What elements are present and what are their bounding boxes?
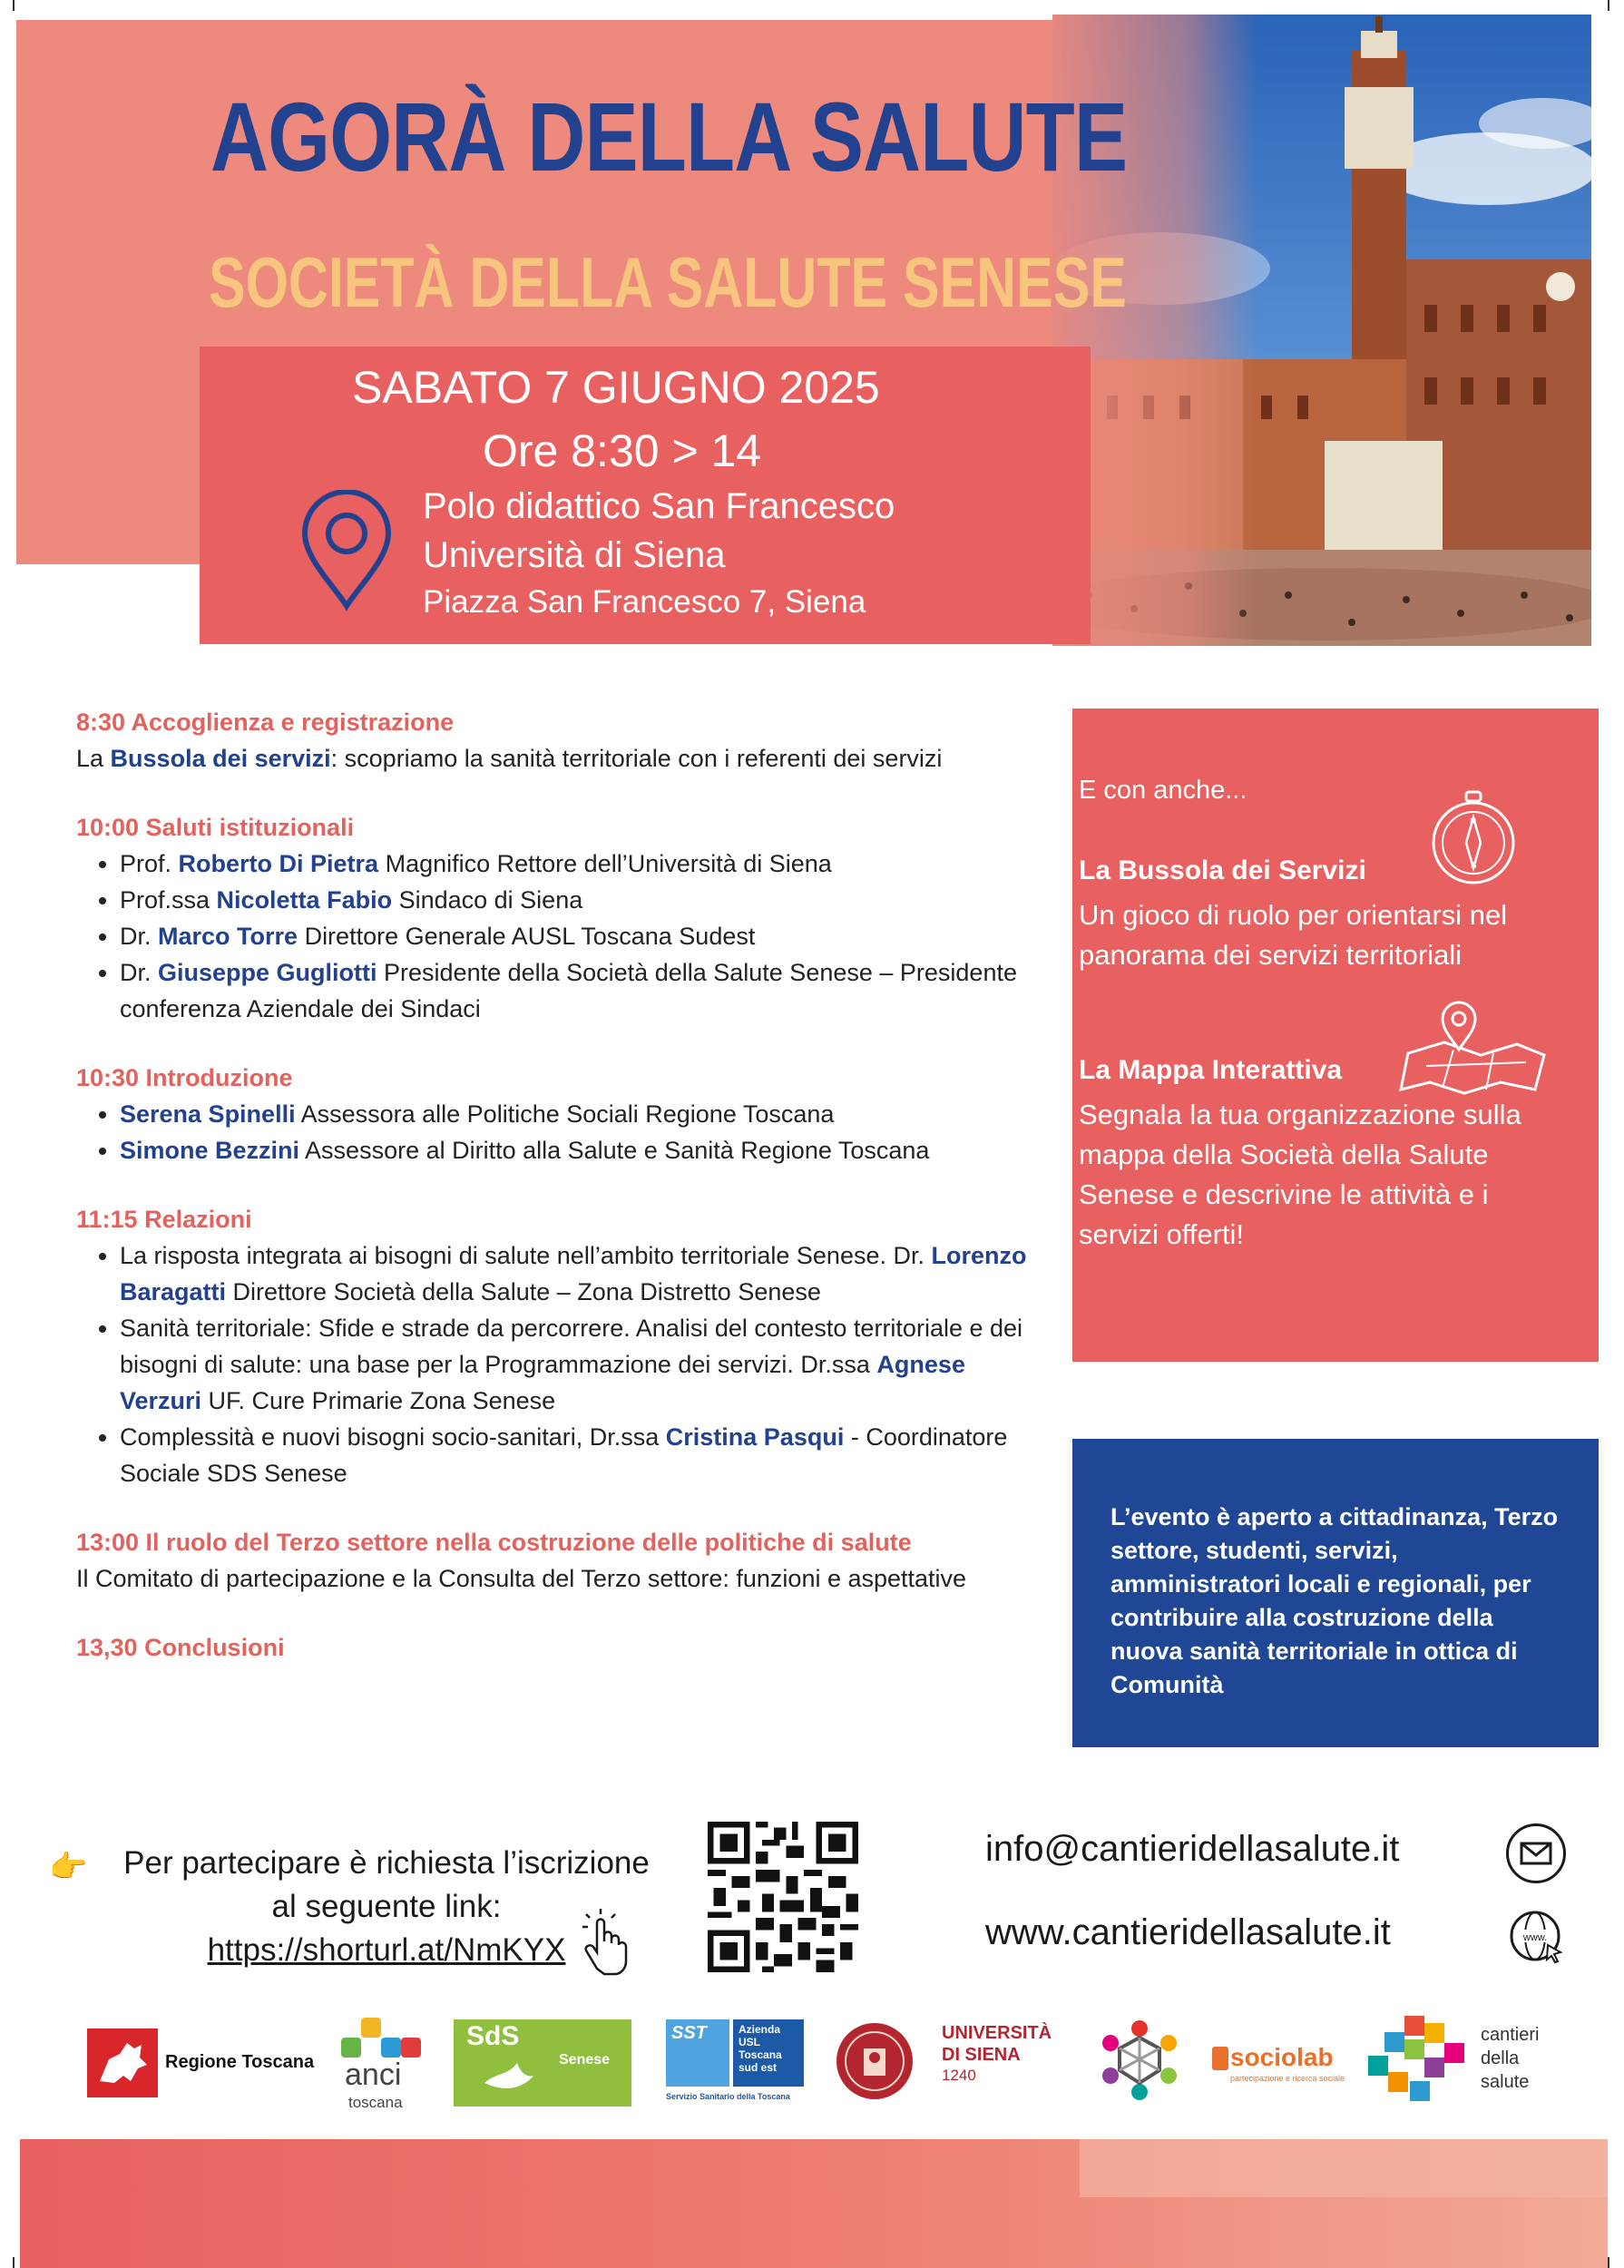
bussola-title: La Bussola dei Servizi: [1079, 855, 1366, 885]
sociolab-name: sociolab: [1230, 2043, 1334, 2071]
speaker-name: Simone Bezzini: [120, 1137, 300, 1164]
speaker-name: Nicoletta Fabio: [216, 886, 393, 914]
contact-email[interactable]: info@cantieridellasalute.it: [985, 1829, 1400, 1869]
text-part: - Coordinatore Sociale SDS Senese: [120, 1423, 1008, 1487]
colorful-network-logo: [1096, 2016, 1183, 2103]
text-part: Dr.: [120, 959, 159, 986]
program: [76, 704, 1038, 1666]
event-time: Ore 8:30 > 14: [483, 425, 762, 476]
program-section-third-sector: [76, 1524, 1038, 1597]
mappa-title: La Mappa Interattiva: [1079, 1055, 1343, 1085]
cantieri-line2: della: [1481, 2048, 1520, 2068]
list-item: [120, 846, 1038, 882]
email-icon[interactable]: [1506, 1823, 1566, 1883]
svg-text:S: S: [1471, 861, 1477, 871]
highlight-name: Bussola dei servizi: [110, 745, 331, 772]
qr-code[interactable]: [708, 1822, 858, 1972]
cantieri-line3: salute: [1481, 2072, 1530, 2092]
pointing-hand-icon: 👉: [49, 1849, 88, 1885]
usl-toscana-sud-est-logo: [666, 2019, 811, 2110]
section-heading: 8:30 Accoglienza e registrazione: [76, 709, 455, 736]
text-part: La risposta integrata ai bisogni di salute nell’ambito territoriale Senese. Dr.: [120, 1242, 932, 1269]
anci-toscana-logo: [341, 2018, 432, 2112]
also-featured-box: [1072, 709, 1599, 1362]
anci-square-green: [341, 2038, 361, 2058]
sociolab-mark: [1212, 2047, 1228, 2070]
list-item: [120, 882, 1038, 918]
crop-mark-tl: [13, 0, 15, 11]
venue-address: Piazza San Francesco 7, Siena: [423, 584, 866, 620]
section-heading: 13:00 Il ruolo del Terzo settore nella costruzione delle politiche di salute: [76, 1529, 912, 1556]
registration-line-1: Per partecipare è richiesta l’iscrizione: [123, 1845, 650, 1881]
venue-university: Università di Siena: [423, 535, 726, 575]
text-part: Complessità e nuovi bisogni socio-sanitari, Dr.ssa: [120, 1423, 666, 1451]
web-icon-label: www.: [1522, 1932, 1548, 1943]
event-date: SABATO 7 GIUGNO 2025: [352, 362, 880, 413]
speaker-name: Roberto Di Pietra: [178, 850, 379, 877]
audience-text: L’evento è aperto a cittadinanza, Terzo settore, studenti, servizi, amministratori locali e regionali, per contribuire alla costruzione della nuova sanità territoriale in ottica di Comunità: [1110, 1503, 1559, 1698]
text-part: La: [76, 745, 111, 772]
text-part: Presidente della Società della Salute Senese – Presidente conferenza Aziendale dei Sindaci: [120, 959, 1017, 1022]
speaker-name: Cristina Pasqui: [665, 1423, 845, 1451]
crop-mark-tr: [1608, 0, 1609, 11]
web-icon[interactable]: [1506, 1905, 1570, 1969]
speaker-name: Giuseppe Gugliotti: [158, 959, 377, 986]
speaker-name: Agnese Verzuri: [120, 1351, 965, 1414]
audience-box: [1072, 1439, 1599, 1747]
speaker-name: Serena Spinelli: [120, 1100, 296, 1128]
unisi-line1: UNIVERSITÀ: [942, 2023, 1052, 2043]
regione-toscana-name: Regione Toscana: [165, 2052, 315, 2072]
sds-senese-logo: [454, 2019, 631, 2107]
section-heading: 13,30 Conclusioni: [76, 1634, 285, 1661]
text-part: Sanità territoriale: Sfide e strade da percorrere. Analisi del contesto territoriale e dei bisogni di salute: una base per la Programmazione dei servizi. Dr.ssa: [120, 1315, 1023, 1378]
sds-name: Senese: [559, 2052, 611, 2068]
also-featured-intro: E con anche...: [1079, 776, 1247, 805]
registration-link[interactable]: https://shorturl.at/NmKYX: [207, 1932, 566, 1968]
speaker-name: Marco Torre: [158, 923, 298, 950]
unisi-year: 1240: [942, 2067, 976, 2084]
svg-text:N: N: [1470, 817, 1477, 827]
venue-name: Polo didattico San Francesco: [423, 486, 895, 526]
speaker-list: [76, 1096, 1038, 1168]
anci-name: anci: [345, 2058, 402, 2092]
program-section-reports: [76, 1201, 1038, 1491]
siena-photo: [1052, 15, 1591, 646]
text-part: Dr.: [120, 923, 159, 950]
text-part: UF. Cure Primarie Zona Senese: [201, 1387, 556, 1414]
list-item: [120, 918, 1038, 954]
crop-mark-br: [1608, 2257, 1609, 2268]
speaker-name: Lorenzo Baragatti: [120, 1242, 1027, 1305]
section-heading: 10:30 Introduzione: [76, 1064, 293, 1091]
sociolab-logo: [1212, 2043, 1348, 2088]
text-part: Assessore al Diritto alla Salute e Sanità Regione Toscana: [299, 1137, 930, 1164]
sst-acronym: SST: [671, 2023, 707, 2043]
bottom-decorative-accent: [1080, 2139, 1608, 2197]
page-title: AGORÀ DELLA SALUTE: [210, 82, 1128, 191]
section-text: Il Comitato di partecipazione e la Consulta del Terzo settore: funzioni e aspettative: [76, 1565, 967, 1592]
list-item: [120, 1096, 1038, 1132]
page-subtitle: SOCIETÀ DELLA SALUTE SENESE: [209, 242, 1127, 322]
click-icon: [573, 1905, 633, 1978]
text-part: Assessora alle Politiche Sociali Regione Toscana: [295, 1100, 835, 1128]
text-part: Direttore Società della Salute – Zona Distretto Senese: [226, 1278, 821, 1305]
anci-square-yellow: [361, 2018, 381, 2038]
text-part: Direttore Generale AUSL Toscana Sudest: [298, 923, 756, 950]
sst-service: Servizio Sanitario della Toscana: [666, 2092, 790, 2101]
list-item: [120, 1237, 1038, 1310]
unisi-logo: [835, 2018, 1071, 2103]
text-part: Prof.: [120, 850, 179, 877]
map-pin-icon: [1399, 999, 1553, 1099]
list-item: [120, 1419, 1038, 1491]
compass-icon: [1428, 790, 1519, 886]
section-heading: 11:15 Relazioni: [76, 1206, 252, 1233]
anci-square-red: [401, 2038, 421, 2058]
regione-toscana-logo: [87, 2028, 314, 2101]
mappa-description: Segnala la tua organizzazione sulla mappa della Società della Salute Senese e descrivine le attività e i servizi offerti!: [1079, 1099, 1521, 1250]
list-item: [120, 1310, 1038, 1419]
cantieri-della-salute-logo: [1368, 2016, 1568, 2107]
text-part: Magnifico Rettore dell’Università di Siena: [378, 850, 832, 877]
location-pin-icon: [299, 490, 394, 611]
speaker-list: [76, 846, 1038, 1027]
text-part: : scopriamo la sanità territoriale con i referenti dei servizi: [330, 745, 943, 772]
unisi-line2: DI SIENA: [942, 2045, 1021, 2065]
crop-mark-bl: [13, 2257, 15, 2268]
unisi-seal-icon: [835, 2021, 915, 2101]
list-item: [120, 954, 1038, 1027]
list-item: [120, 1132, 1038, 1168]
section-heading: 10:00 Saluti istituzionali: [76, 814, 355, 841]
section-text: [76, 740, 1038, 777]
sds-acronym: SdS: [466, 2021, 520, 2051]
bird-icon: [481, 2056, 535, 2097]
anci-square-blue: [381, 2038, 401, 2058]
report-list: [76, 1237, 1038, 1491]
program-section-conclusions: [76, 1629, 1038, 1666]
text-part: Prof.ssa: [120, 886, 217, 914]
sociolab-tagline: partecipazione e ricerca sociale: [1230, 2074, 1345, 2083]
contact-website[interactable]: www.cantieridellasalute.it: [985, 1912, 1391, 1952]
bussola-description: Un gioco di ruolo per orientarsi nel panorama dei servizi territoriali: [1079, 899, 1508, 971]
program-section-greetings: [76, 809, 1038, 1027]
sst-name: Azienda USL Toscana sud est: [739, 2023, 782, 2074]
program-section-introduction: [76, 1060, 1038, 1168]
registration-line-2: al seguente link:: [271, 1889, 502, 1924]
text-part: Sindaco di Siena: [392, 886, 583, 914]
program-section-welcome: [76, 704, 1038, 777]
cantieri-line1: cantieri: [1481, 2025, 1540, 2045]
anci-region: toscana: [348, 2094, 403, 2111]
